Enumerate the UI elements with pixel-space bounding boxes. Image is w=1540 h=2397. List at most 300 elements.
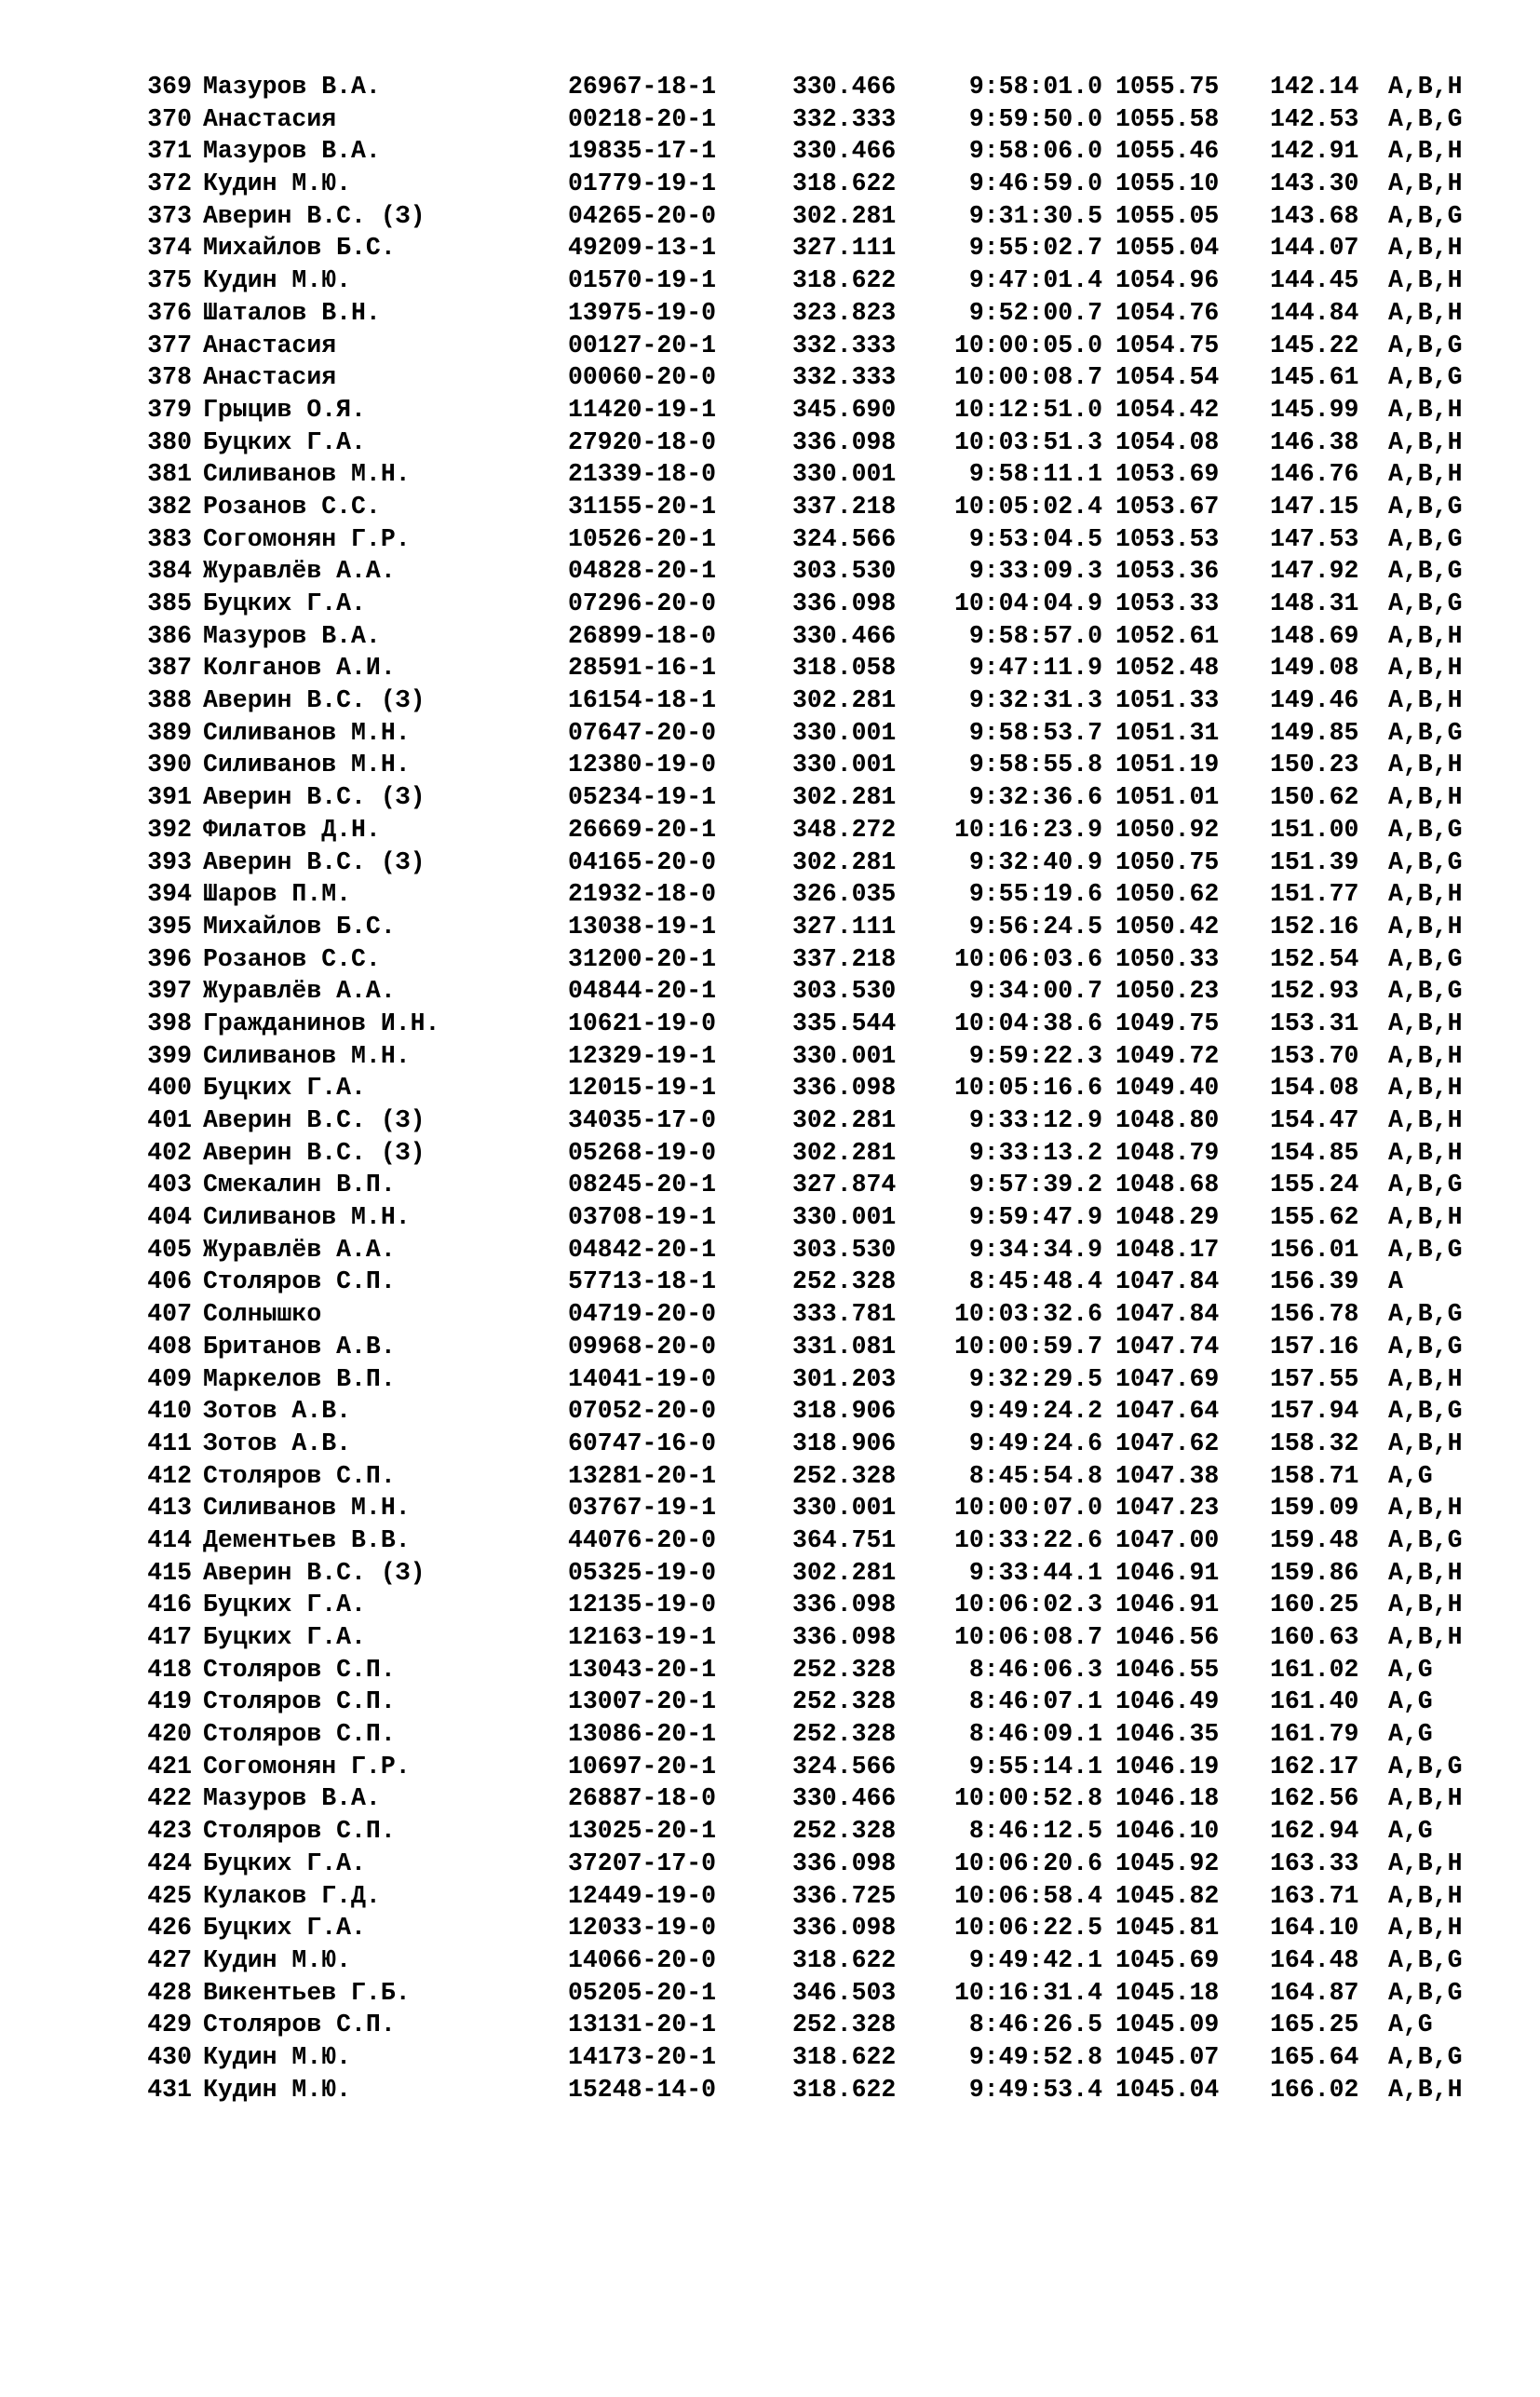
place-number: 402 xyxy=(147,1138,192,1167)
distance: 332.333 xyxy=(792,104,897,133)
categories: A,B,H xyxy=(1388,621,1463,650)
arrival-time: 9:34:00.7 xyxy=(968,977,1102,1006)
owner-name: Кудин М.Ю. xyxy=(203,2042,352,2071)
arrival-time: 9:49:52.8 xyxy=(968,2042,1102,2071)
speed: 1054.54 xyxy=(1115,363,1220,392)
speed: 1046.91 xyxy=(1115,1558,1220,1587)
ring-number: 09968-20-0 xyxy=(568,1332,717,1361)
ring-number: 05234-19-1 xyxy=(568,783,717,812)
table-row xyxy=(136,1654,1477,1686)
place-number: 408 xyxy=(147,1332,192,1361)
distance: 323.823 xyxy=(792,298,897,327)
place-number: 413 xyxy=(147,1494,192,1523)
coefficient: 142.14 xyxy=(1270,73,1359,101)
distance: 318.622 xyxy=(792,266,897,295)
arrival-time: 9:59:50.0 xyxy=(968,104,1102,133)
ring-number: 00127-20-1 xyxy=(568,331,717,359)
table-row xyxy=(136,135,1477,168)
table-row xyxy=(136,2041,1477,2074)
ring-number: 10621-19-0 xyxy=(568,1009,717,1037)
speed: 1049.75 xyxy=(1115,1009,1220,1037)
ring-number: 05325-19-0 xyxy=(568,1558,717,1587)
distance: 303.530 xyxy=(792,977,897,1006)
ring-number: 12015-19-1 xyxy=(568,1074,717,1103)
place-number: 388 xyxy=(147,686,192,715)
owner-name: Кулаков Г.Д. xyxy=(203,1881,381,1910)
table-row xyxy=(136,1524,1477,1557)
speed: 1054.96 xyxy=(1115,266,1220,295)
arrival-time: 9:58:11.1 xyxy=(968,460,1102,489)
categories: A,B,G xyxy=(1388,2042,1463,2071)
speed: 1047.00 xyxy=(1115,1525,1220,1554)
place-number: 404 xyxy=(147,1203,192,1232)
table-row xyxy=(136,523,1477,556)
speed: 1054.42 xyxy=(1115,395,1220,424)
owner-name: Мазуров В.А. xyxy=(203,621,381,650)
distance: 252.328 xyxy=(792,1817,897,1846)
owner-name: Аверин В.С. (З) xyxy=(203,783,426,812)
speed: 1047.62 xyxy=(1115,1429,1220,1457)
arrival-time: 10:12:51.0 xyxy=(953,395,1102,424)
table-row xyxy=(136,264,1477,297)
categories: A,B,H xyxy=(1388,1074,1463,1103)
distance: 330.466 xyxy=(792,137,897,166)
speed: 1046.91 xyxy=(1115,1591,1220,1619)
table-row xyxy=(136,1008,1477,1040)
owner-name: Мазуров В.А. xyxy=(203,137,381,166)
table-row xyxy=(136,2009,1477,2041)
coefficient: 147.15 xyxy=(1270,492,1359,521)
place-number: 406 xyxy=(147,1267,192,1296)
categories: A,B,H xyxy=(1388,912,1463,941)
categories: A,B,G xyxy=(1388,718,1463,747)
owner-name: Столяров С.П. xyxy=(203,1720,396,1749)
coefficient: 147.92 xyxy=(1270,557,1359,586)
speed: 1054.08 xyxy=(1115,427,1220,456)
speed: 1050.42 xyxy=(1115,912,1220,941)
owner-name: Силиванов М.Н. xyxy=(203,1041,411,1070)
table-row xyxy=(136,1815,1477,1848)
categories: A,B,G xyxy=(1388,589,1463,617)
place-number: 372 xyxy=(147,169,192,198)
arrival-time: 9:49:24.6 xyxy=(968,1429,1102,1457)
coefficient: 151.00 xyxy=(1270,815,1359,844)
owner-name: Аверин В.С. (З) xyxy=(203,686,426,715)
speed: 1047.64 xyxy=(1115,1397,1220,1426)
categories: A,G xyxy=(1388,1461,1433,1490)
distance: 252.328 xyxy=(792,1655,897,1684)
distance: 303.530 xyxy=(792,1235,897,1264)
ring-number: 04265-20-0 xyxy=(568,201,717,230)
distance: 252.328 xyxy=(792,1720,897,1749)
arrival-time: 9:55:14.1 xyxy=(968,1752,1102,1781)
table-row xyxy=(136,1977,1477,2010)
table-row xyxy=(136,491,1477,523)
ring-number: 04165-20-0 xyxy=(568,847,717,876)
ring-number: 57713-18-1 xyxy=(568,1267,717,1296)
table-row xyxy=(136,814,1477,846)
categories: A,B,G xyxy=(1388,944,1463,973)
owner-name: Михайлов Б.С. xyxy=(203,234,396,263)
ring-number: 12380-19-0 xyxy=(568,751,717,779)
table-row xyxy=(136,1718,1477,1751)
distance: 336.098 xyxy=(792,589,897,617)
categories: A,B,H xyxy=(1388,1849,1463,1877)
owner-name: Силиванов М.Н. xyxy=(203,1203,411,1232)
table-row xyxy=(136,297,1477,330)
arrival-time: 9:33:44.1 xyxy=(968,1558,1102,1587)
owner-name: Аверин В.С. (З) xyxy=(203,1138,426,1167)
categories: A,B,H xyxy=(1388,783,1463,812)
place-number: 430 xyxy=(147,2042,192,2071)
place-number: 409 xyxy=(147,1364,192,1393)
ring-number: 12449-19-0 xyxy=(568,1881,717,1910)
arrival-time: 9:58:57.0 xyxy=(968,621,1102,650)
owner-name: Силиванов М.Н. xyxy=(203,751,411,779)
place-number: 389 xyxy=(147,718,192,747)
arrival-time: 10:00:07.0 xyxy=(953,1494,1102,1523)
distance: 327.111 xyxy=(792,234,897,263)
coefficient: 150.23 xyxy=(1270,751,1359,779)
categories: A,B,H xyxy=(1388,427,1463,456)
categories: A,B,G xyxy=(1388,1397,1463,1426)
distance: 330.466 xyxy=(792,621,897,650)
categories: A xyxy=(1388,1267,1403,1296)
distance: 336.098 xyxy=(792,1591,897,1619)
speed: 1045.82 xyxy=(1115,1881,1220,1910)
coefficient: 148.31 xyxy=(1270,589,1359,617)
place-number: 398 xyxy=(147,1009,192,1037)
coefficient: 151.77 xyxy=(1270,880,1359,909)
table-row xyxy=(136,555,1477,588)
categories: A,B,G xyxy=(1388,1235,1463,1264)
coefficient: 164.87 xyxy=(1270,1978,1359,2007)
arrival-time: 10:06:22.5 xyxy=(953,1914,1102,1943)
ring-number: 13007-20-1 xyxy=(568,1687,717,1716)
ring-number: 13043-20-1 xyxy=(568,1655,717,1684)
categories: A,B,H xyxy=(1388,751,1463,779)
distance: 330.466 xyxy=(792,73,897,101)
distance: 337.218 xyxy=(792,944,897,973)
categories: A,B,G xyxy=(1388,492,1463,521)
arrival-time: 8:46:07.1 xyxy=(968,1687,1102,1716)
distance: 324.566 xyxy=(792,1752,897,1781)
table-row xyxy=(136,588,1477,620)
categories: A,G xyxy=(1388,1655,1433,1684)
table-row xyxy=(136,458,1477,491)
speed: 1055.04 xyxy=(1115,234,1220,263)
owner-name: Дементьев В.В. xyxy=(203,1525,411,1554)
place-number: 370 xyxy=(147,104,192,133)
arrival-time: 10:00:08.7 xyxy=(953,363,1102,392)
arrival-time: 10:04:38.6 xyxy=(953,1009,1102,1037)
coefficient: 163.33 xyxy=(1270,1849,1359,1877)
arrival-time: 10:16:31.4 xyxy=(953,1978,1102,2007)
categories: A,B,H xyxy=(1388,2075,1463,2104)
categories: A,B,H xyxy=(1388,234,1463,263)
categories: A,B,H xyxy=(1388,73,1463,101)
categories: A,B,G xyxy=(1388,977,1463,1006)
owner-name: Силиванов М.Н. xyxy=(203,460,411,489)
categories: A,G xyxy=(1388,1720,1433,1749)
categories: A,B,G xyxy=(1388,557,1463,586)
speed: 1055.05 xyxy=(1115,201,1220,230)
ring-number: 15248-14-0 xyxy=(568,2075,717,2104)
speed: 1048.29 xyxy=(1115,1203,1220,1232)
owner-name: Кудин М.Ю. xyxy=(203,169,352,198)
owner-name: Кудин М.Ю. xyxy=(203,2075,352,2104)
arrival-time: 8:46:06.3 xyxy=(968,1655,1102,1684)
place-number: 379 xyxy=(147,395,192,424)
table-row xyxy=(136,911,1477,943)
categories: A,B,H xyxy=(1388,1203,1463,1232)
coefficient: 142.53 xyxy=(1270,104,1359,133)
arrival-time: 9:58:55.8 xyxy=(968,751,1102,779)
arrival-time: 9:52:00.7 xyxy=(968,298,1102,327)
ring-number: 00060-20-0 xyxy=(568,363,717,392)
coefficient: 143.68 xyxy=(1270,201,1359,230)
table-row xyxy=(136,1880,1477,1913)
table-row xyxy=(136,1104,1477,1137)
categories: A,B,G xyxy=(1388,1171,1463,1199)
place-number: 371 xyxy=(147,137,192,166)
arrival-time: 9:53:04.5 xyxy=(968,524,1102,553)
ring-number: 26899-18-0 xyxy=(568,621,717,650)
arrival-time: 9:33:12.9 xyxy=(968,1106,1102,1134)
place-number: 377 xyxy=(147,331,192,359)
owner-name: Анастасия xyxy=(203,331,337,359)
arrival-time: 9:56:24.5 xyxy=(968,912,1102,941)
speed: 1055.58 xyxy=(1115,104,1220,133)
arrival-time: 9:33:13.2 xyxy=(968,1138,1102,1167)
speed: 1048.17 xyxy=(1115,1235,1220,1264)
place-number: 375 xyxy=(147,266,192,295)
owner-name: Маркелов В.П. xyxy=(203,1364,396,1393)
table-row xyxy=(136,2074,1477,2106)
speed: 1045.92 xyxy=(1115,1849,1220,1877)
categories: A,B,H xyxy=(1388,1106,1463,1134)
owner-name: Столяров С.П. xyxy=(203,1687,396,1716)
categories: A,B,G xyxy=(1388,1752,1463,1781)
owner-name: Зотов А.В. xyxy=(203,1429,352,1457)
coefficient: 152.16 xyxy=(1270,912,1359,941)
owner-name: Силиванов М.Н. xyxy=(203,718,411,747)
coefficient: 165.25 xyxy=(1270,2011,1359,2039)
coefficient: 146.76 xyxy=(1270,460,1359,489)
distance: 302.281 xyxy=(792,1106,897,1134)
place-number: 378 xyxy=(147,363,192,392)
distance: 318.906 xyxy=(792,1429,897,1457)
speed: 1054.76 xyxy=(1115,298,1220,327)
owner-name: Столяров С.П. xyxy=(203,1655,396,1684)
owner-name: Согомонян Г.Р. xyxy=(203,524,411,553)
ring-number: 10697-20-1 xyxy=(568,1752,717,1781)
table-row xyxy=(136,1201,1477,1234)
coefficient: 145.22 xyxy=(1270,331,1359,359)
ring-number: 60747-16-0 xyxy=(568,1429,717,1457)
owner-name: Журавлёв А.А. xyxy=(203,557,396,586)
table-row xyxy=(136,1266,1477,1298)
ring-number: 04844-20-1 xyxy=(568,977,717,1006)
distance: 252.328 xyxy=(792,1687,897,1716)
owner-name: Аверин В.С. (З) xyxy=(203,1106,426,1134)
categories: A,B,H xyxy=(1388,1041,1463,1070)
place-number: 381 xyxy=(147,460,192,489)
coefficient: 151.39 xyxy=(1270,847,1359,876)
place-number: 410 xyxy=(147,1397,192,1426)
distance: 348.272 xyxy=(792,815,897,844)
distance: 346.503 xyxy=(792,1978,897,2007)
owner-name: Кудин М.Ю. xyxy=(203,266,352,295)
owner-name: Мазуров В.А. xyxy=(203,1784,381,1813)
owner-name: Столяров С.П. xyxy=(203,1817,396,1846)
categories: A,B,H xyxy=(1388,1429,1463,1457)
arrival-time: 10:16:23.9 xyxy=(953,815,1102,844)
distance: 345.690 xyxy=(792,395,897,424)
speed: 1051.33 xyxy=(1115,686,1220,715)
speed: 1051.01 xyxy=(1115,783,1220,812)
distance: 333.781 xyxy=(792,1300,897,1329)
speed: 1046.55 xyxy=(1115,1655,1220,1684)
place-number: 386 xyxy=(147,621,192,650)
table-row xyxy=(136,71,1477,103)
table-row xyxy=(136,620,1477,653)
ring-number: 07052-20-0 xyxy=(568,1397,717,1426)
speed: 1048.68 xyxy=(1115,1171,1220,1199)
owner-name: Солнышко xyxy=(203,1300,322,1329)
owner-name: Шаталов В.Н. xyxy=(203,298,381,327)
place-number: 373 xyxy=(147,201,192,230)
ring-number: 14173-20-1 xyxy=(568,2042,717,2071)
place-number: 415 xyxy=(147,1558,192,1587)
place-number: 385 xyxy=(147,589,192,617)
ring-number: 28591-16-1 xyxy=(568,654,717,683)
categories: A,B,G xyxy=(1388,524,1463,553)
place-number: 399 xyxy=(147,1041,192,1070)
coefficient: 144.45 xyxy=(1270,266,1359,295)
table-row xyxy=(136,361,1477,394)
ring-number: 31200-20-1 xyxy=(568,944,717,973)
table-row xyxy=(136,1848,1477,1880)
categories: A,B,H xyxy=(1388,686,1463,715)
owner-name: Михайлов Б.С. xyxy=(203,912,396,941)
arrival-time: 9:46:59.0 xyxy=(968,169,1102,198)
arrival-time: 10:06:03.6 xyxy=(953,944,1102,973)
distance: 327.874 xyxy=(792,1171,897,1199)
speed: 1047.84 xyxy=(1115,1300,1220,1329)
owner-name: Буцких Г.А. xyxy=(203,1591,366,1619)
speed: 1050.33 xyxy=(1115,944,1220,973)
categories: A,G xyxy=(1388,1687,1433,1716)
place-number: 412 xyxy=(147,1461,192,1490)
arrival-time: 9:49:53.4 xyxy=(968,2075,1102,2104)
categories: A,B,H xyxy=(1388,1494,1463,1523)
arrival-time: 8:45:48.4 xyxy=(968,1267,1102,1296)
distance: 303.530 xyxy=(792,557,897,586)
place-number: 400 xyxy=(147,1074,192,1103)
table-row xyxy=(136,846,1477,879)
place-number: 424 xyxy=(147,1849,192,1877)
table-row xyxy=(136,1621,1477,1654)
owner-name: Согомонян Г.Р. xyxy=(203,1752,411,1781)
coefficient: 153.31 xyxy=(1270,1009,1359,1037)
arrival-time: 10:00:05.0 xyxy=(953,331,1102,359)
arrival-time: 9:58:01.0 xyxy=(968,73,1102,101)
coefficient: 145.61 xyxy=(1270,363,1359,392)
table-row xyxy=(136,1944,1477,1977)
categories: A,B,G xyxy=(1388,331,1463,359)
place-number: 426 xyxy=(147,1914,192,1943)
arrival-time: 9:47:11.9 xyxy=(968,654,1102,683)
coefficient: 159.09 xyxy=(1270,1494,1359,1523)
distance: 301.203 xyxy=(792,1364,897,1393)
distance: 318.622 xyxy=(792,2042,897,2071)
ring-number: 27920-18-0 xyxy=(568,427,717,456)
arrival-time: 10:06:02.3 xyxy=(953,1591,1102,1619)
ring-number: 01570-19-1 xyxy=(568,266,717,295)
ring-number: 03767-19-1 xyxy=(568,1494,717,1523)
place-number: 383 xyxy=(147,524,192,553)
ring-number: 13975-19-0 xyxy=(568,298,717,327)
coefficient: 161.79 xyxy=(1270,1720,1359,1749)
place-number: 420 xyxy=(147,1720,192,1749)
coefficient: 156.01 xyxy=(1270,1235,1359,1264)
owner-name: Буцких Г.А. xyxy=(203,427,366,456)
speed: 1045.04 xyxy=(1115,2075,1220,2104)
arrival-time: 9:59:47.9 xyxy=(968,1203,1102,1232)
categories: A,B,H xyxy=(1388,169,1463,198)
owner-name: Колганов А.И. xyxy=(203,654,396,683)
owner-name: Столяров С.П. xyxy=(203,1267,396,1296)
place-number: 419 xyxy=(147,1687,192,1716)
categories: A,B,G xyxy=(1388,1300,1463,1329)
coefficient: 159.86 xyxy=(1270,1558,1359,1587)
distance: 331.081 xyxy=(792,1332,897,1361)
distance: 330.001 xyxy=(792,1041,897,1070)
coefficient: 142.91 xyxy=(1270,137,1359,166)
arrival-time: 9:33:09.3 xyxy=(968,557,1102,586)
coefficient: 158.71 xyxy=(1270,1461,1359,1490)
table-row xyxy=(136,781,1477,814)
table-row xyxy=(136,1912,1477,1944)
ring-number: 07296-20-0 xyxy=(568,589,717,617)
distance: 335.544 xyxy=(792,1009,897,1037)
arrival-time: 10:06:20.6 xyxy=(953,1849,1102,1877)
distance: 318.622 xyxy=(792,2075,897,2104)
coefficient: 160.63 xyxy=(1270,1623,1359,1651)
owner-name: Викентьев Г.Б. xyxy=(203,1978,411,2007)
owner-name: Анастасия xyxy=(203,104,337,133)
place-number: 393 xyxy=(147,847,192,876)
categories: A,B,G xyxy=(1388,815,1463,844)
place-number: 380 xyxy=(147,427,192,456)
ring-number: 00218-20-1 xyxy=(568,104,717,133)
categories: A,B,H xyxy=(1388,266,1463,295)
coefficient: 162.94 xyxy=(1270,1817,1359,1846)
distance: 336.725 xyxy=(792,1881,897,1910)
coefficient: 153.70 xyxy=(1270,1041,1359,1070)
place-number: 411 xyxy=(147,1429,192,1457)
ring-number: 11420-19-1 xyxy=(568,395,717,424)
table-row xyxy=(136,1589,1477,1621)
arrival-time: 9:34:34.9 xyxy=(968,1235,1102,1264)
categories: A,B,G xyxy=(1388,1525,1463,1554)
speed: 1050.62 xyxy=(1115,880,1220,909)
table-row xyxy=(136,1072,1477,1104)
speed: 1046.19 xyxy=(1115,1752,1220,1781)
distance: 252.328 xyxy=(792,1461,897,1490)
place-number: 382 xyxy=(147,492,192,521)
